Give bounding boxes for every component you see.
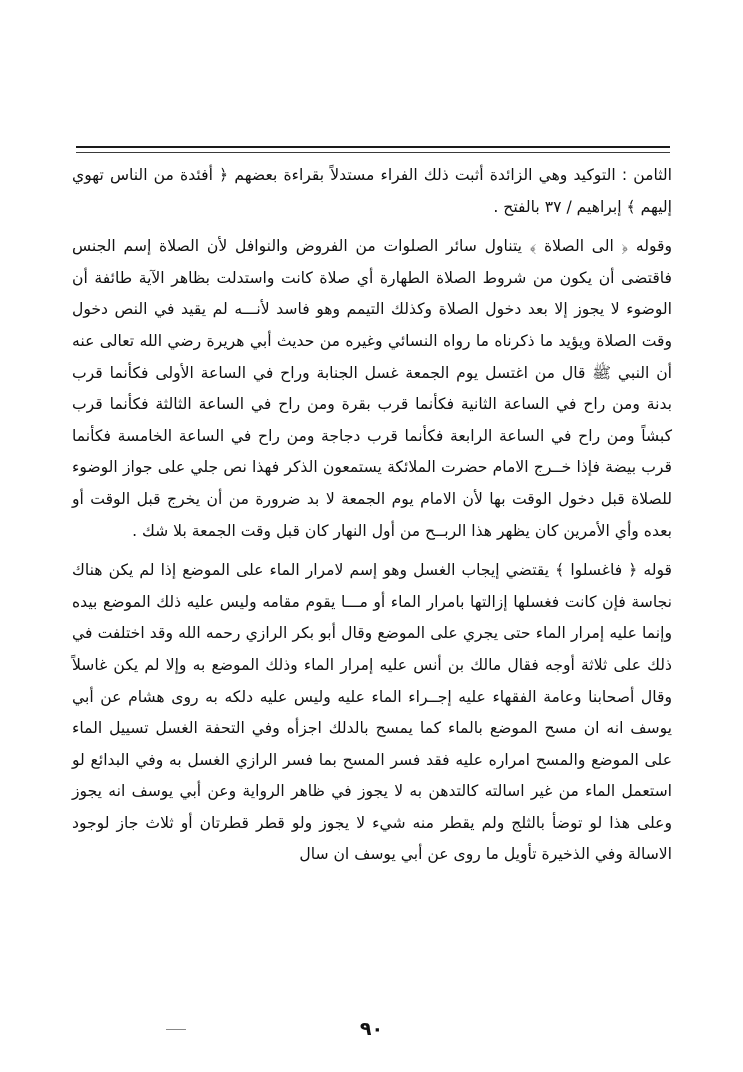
paragraph-eighth-meaning: الثامن : التوكيد وهي الزائدة أثبت ذلك الفراء مستدلاً بقراءة بعضهم ﴿ أفئدة من الناس تهوي إليهم ﴾ إبراهيم / ٣٧ بالفتح . [72, 166, 672, 216]
page-number: ٩٠ [359, 1018, 384, 1040]
header-rule [76, 146, 670, 148]
paragraph-faghsilu: قوله ﴿ فاغسلوا ﴾ يقتضي إيجاب الغسل وهو إسم لامرار الماء على الموضع إذا لم يكن هناك نجاسة فإن كانت فغسلها إزالتها بامرار الماء أو مـــا يقوم مقامه وليس عليه ذلك الموضع بيده وإنما عليه إمرار الماء حتى يجري على الموضع وقال أبو بكر الرازي رحمه الله وقد اختلفت في ذلك على ثلاثة أوجه فقال مالك بن أنس عليه إمرار الماء وذلك الموضع به وإلا لم يكن غاسلاً وقال أصحابنا وعامة الفقهاء عليه إجــراء الماء عليه وليس عليه دلكه به روى هشام عن أبي يوسف انه ان مسح الموضع بالماء كما يمسح بالدلك اجزأه وفي التحفة الغسل تسييل الماء على الموضع والمسح امراره عليه فقد فسر المسح بما فسر الرازي الغسل به وفي البدائع لو استعمل الماء من غير اسالته كالتدهن به لا يجوز في ظاهر الرواية وعن أبي يوسف انه يجوز وعلى هذا لو توضأ بالثلج ولم يقطر منه شيء لا يجوز ولو قطر قطرتان أو ثلاث جاز لوجود الاسالة وفي الذخيرة تأويل ما روى عن أبي يوسف ان سال [72, 561, 672, 864]
header-rule-thin [76, 152, 670, 153]
paragraph-ila-al-salat: وقوله ﴿ الى الصلاة ﴾ يتناول سائر الصلوات من الفروض والنوافل لأن الصلاة إسم الجنس فاقتضى أن يكون من شروط الصلاة الطهارة أي صلاة كانت واستدلت بظاهر الآية طائفة أن الوضوء لا يجوز إلا بعد دخول الصلاة وكذلك التيمم وهو فاسد لأنـــه لم يقيد في النص دخول وقت الصلاة ويؤيد ما ذكرناه ما رواه النسائي وغيره من حديث أبي هريرة رضي الله تعالى عنه أن النبي ﷺ قال من اغتسل يوم الجمعة غسل الجنابة وراح في الساعة الأولى فكأنما قرب بدنة ومن راح في الساعة الثانية فكأنما قرب بقرة ومن راح في الساعة الثالثة فكأنما قرب كبشاً ومن راح في الساعة الرابعة فكأنما قرب دجاجة ومن راح في الساعة الخامسة فكأنما قرب بيضة فإذا خــرج الامام حضرت الملائكة يستمعون الذكر فهذا نص جلي على جواز الوضوء للصلاة قبل دخول الوقت بها لأن الامام يوم الجمعة لا بد ضرورة من أن يخرج قبل الوقت أو بعده وأي الأمرين كان يظهر هذا الربــح من أول النهار كان قبل وقت الجمعة بلا شك . [72, 237, 672, 540]
body-text [72, 160, 672, 871]
